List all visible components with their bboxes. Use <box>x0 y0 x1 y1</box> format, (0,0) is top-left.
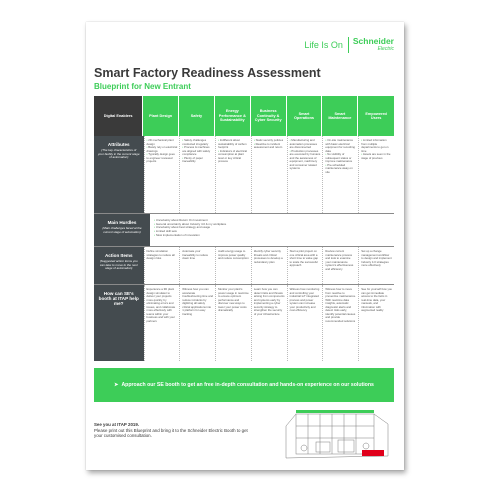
cell-item: • Indifferent about sustainability of carbon footprint <box>218 139 249 150</box>
cell-item: • Indicators of electrical consumption at plant level or key critical process <box>218 150 249 164</box>
row-title: Attributes <box>107 142 130 147</box>
grid-cell: Identify cyber security threats and critical processes to develop a redundancy plan <box>251 247 287 284</box>
arrow-right-icon: ➤ <box>114 382 119 388</box>
grid-cell <box>358 136 394 213</box>
cell-item: • Typically design goes to engineer reviewed projects <box>147 153 178 164</box>
hurdle-item: • Uncertainty about best strategy and usage <box>154 226 390 230</box>
grid-cell <box>287 136 323 213</box>
banner-text: Approach our SE booth to get an free in-depth consultation and hands-on experience on our solutions <box>121 382 374 388</box>
booth-illustration <box>278 406 396 464</box>
footer-line-2: Please print out this Blueprint and bring it to the Schneider Electric Booth to get your customised consultation. <box>94 427 248 439</box>
row-label <box>94 214 150 246</box>
cell-item: • On-site maintenance with basic electrical equipment for recording data <box>325 139 356 153</box>
logo-sub: Electric <box>377 46 394 52</box>
document-title: Smart Factory Readiness Assessment <box>94 66 321 80</box>
column-header: Digital Enablers <box>94 96 143 136</box>
row-title: Main Hurdles <box>107 220 137 225</box>
booth-sketch-image <box>278 406 396 464</box>
brand-divider <box>348 37 349 53</box>
hurdle-item: • Slow implementation of innovation <box>154 234 390 238</box>
grid-cell: Witness how monitoring and controlling your industrial IoT integrated process and power system can increase your productivity and cost efficiency <box>287 285 323 361</box>
attributes-row <box>94 136 394 214</box>
grid-cell: Set up a change management workflow to design and implement Industry 4.0 strategies more effectively <box>358 247 394 284</box>
row-subtitle: (Main challenges faced at the current stage of automation) <box>102 226 142 234</box>
footer-note <box>94 422 254 439</box>
column-header: Energy Performance & Sustainability <box>215 96 251 136</box>
cell-item: • Process & machines are aligned with safety compliance <box>182 146 213 157</box>
hurdle-item: • General uncertainty about Industry 4.0 & my workplace <box>154 223 390 227</box>
cell-item: • Reactive to incident assessment and return <box>254 143 285 150</box>
grid-cell: Learn how you can detect risks and threats arising from components and systems early by implementing a cyber security strategy to strengthen the security of your infrastructure <box>251 285 287 361</box>
column-header: Smart Maintenance <box>322 96 358 136</box>
hurdle-item: • Limited skill sets <box>154 230 390 234</box>
grid-cell <box>144 136 180 213</box>
assessment-grid <box>94 96 394 361</box>
grid-cell <box>251 136 287 213</box>
cell-item: • No visibility of subsequent status or improve maintenance <box>325 153 356 164</box>
brand-header <box>304 35 394 55</box>
hurdles-list <box>150 214 394 246</box>
cell-item: • Barely rely on electrical drawings <box>147 146 178 153</box>
column-header: Safety <box>179 96 215 136</box>
grid-cell: Monitor your plant's power usage in real-time to ensure optimum performance and discover new ways to lower your power costs dramatically <box>215 285 251 361</box>
consultation-banner <box>94 368 394 402</box>
cell-item: • Safety challenges conducted irregularly <box>182 139 213 146</box>
grid-cell: Witness how to move from reactive to preventive maintenance. With real-time data insights, automatic diagnostic alerts and detect risks early, identify potential causes and provide recommended solutions <box>322 285 358 361</box>
grid-cell: Start a pilot project on one critical area with a short time to value gap to scale the successful approach <box>287 247 323 284</box>
column-header: Empowered Users <box>358 96 394 136</box>
actions-row <box>94 247 394 285</box>
hurdle-item: • Uncertainty about Return On Investment <box>154 219 390 223</box>
row-label <box>94 285 144 361</box>
logo-name: Schneider <box>352 36 394 46</box>
grid-cell <box>215 136 251 213</box>
grid-cell <box>322 136 358 213</box>
row-title: How can SE's booth at ITAP help me? <box>98 291 139 306</box>
row-label <box>94 136 144 213</box>
brand-tagline: Life Is On <box>304 40 343 50</box>
blueprint-document <box>86 22 404 470</box>
row-subtitle: (Suggested action items you can take to move to the next stage of automation) <box>99 259 138 271</box>
row-subtitle: (The key characteristics of your facility in the current stage of automation) <box>98 148 140 160</box>
cell-item: • Assets are seen in the stage of previous <box>361 153 392 160</box>
grid-cell: Define simulation strategies to reduce all design risks <box>144 247 180 284</box>
column-header: Plant Design <box>143 96 179 136</box>
cell-item: • Pre-scheduled maintenance away on site <box>325 164 356 175</box>
row-label <box>94 247 144 284</box>
grid-cell: Witness how you can accelerate troubleshooting time and reduce incidents by digitizing all safety critical applications into 1 platform for easy tracking <box>179 285 215 361</box>
column-header: Smart Operations <box>287 96 323 136</box>
grid-cell: See for yourself how you can get immediate access to the facts in real-time data, your manuals, and information with augmented reality <box>358 285 394 361</box>
cell-item: • Manufacturing and automation processes are disconnected <box>290 139 321 150</box>
column-header: Business Continuity & Cyber Security <box>251 96 287 136</box>
cell-item: • 2D mechanical plant design <box>147 139 178 146</box>
cell-item: • Static security policies <box>254 139 285 143</box>
hurdles-row <box>94 214 394 247</box>
schneider-logo <box>353 37 394 53</box>
cell-item: • Plenty of paper traceability <box>182 157 213 164</box>
grid-cell: Experience a 3D plant design simulator to deliver your projects more quickly, by eliminating errors and issues, and collaborate more effectively with teams within your business and with your partners <box>144 285 180 361</box>
grid-cell: Review current maintenance process and look to examine your maintenance system's effectiveness and efficiency <box>322 247 358 284</box>
row-title: Action Items <box>104 253 133 258</box>
cell-item: • Limited information from multiple departments to get on time <box>361 139 392 153</box>
cell-item: • Production processes are executed by humans and the awareness of equipment, machinery and consumer related systems <box>290 150 321 171</box>
footer-line-1: See you at ITAP 2019. <box>94 422 139 427</box>
column-header-row <box>94 96 394 136</box>
help-row <box>94 285 394 361</box>
grid-cell: Audit energy usage to improve power quality and reduce consumption <box>215 247 251 284</box>
grid-cell <box>179 136 215 213</box>
grid-cell: Automate your traceability to reduce down time <box>179 247 215 284</box>
document-subtitle: Blueprint for New Entrant <box>94 82 191 91</box>
